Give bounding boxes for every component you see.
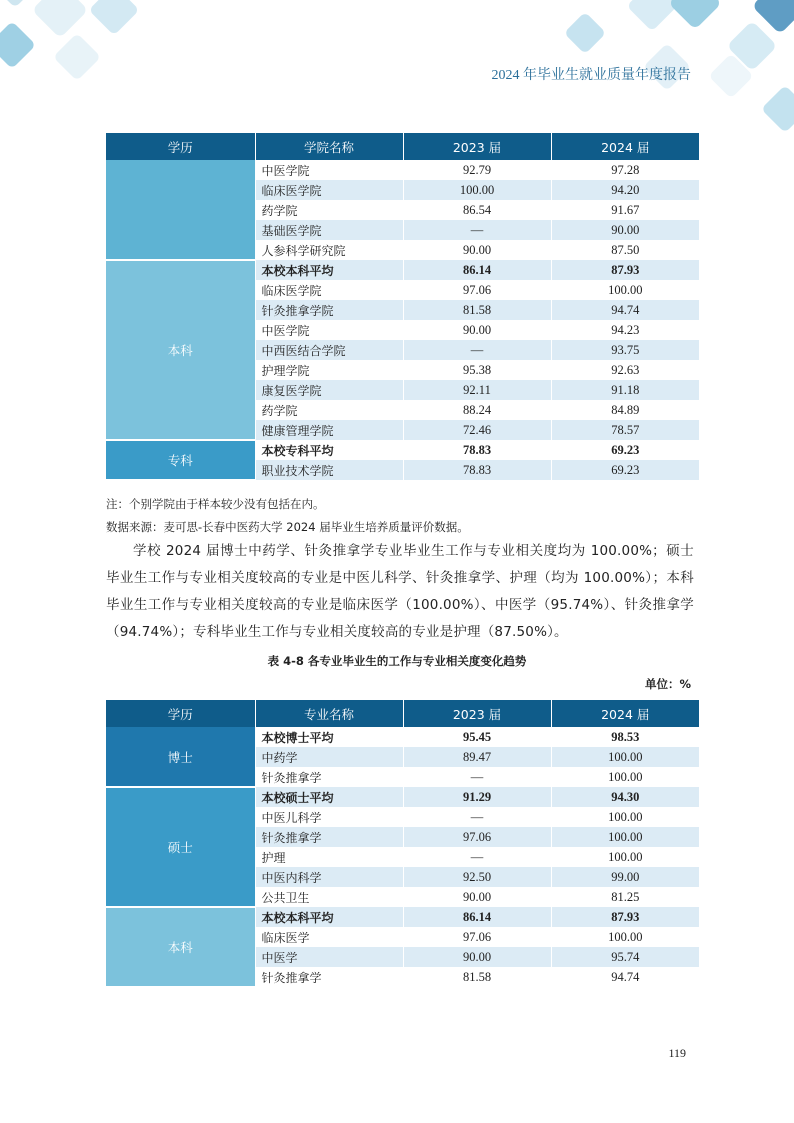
table-caption: 表 4-8 各专业毕业生的工作与专业相关度变化趋势	[267, 654, 527, 668]
col-header-education: 学历	[106, 700, 255, 727]
education-level-cell	[106, 160, 255, 260]
value-2024-cell: 94.74	[551, 300, 699, 320]
value-2023-cell: 97.06	[403, 280, 551, 300]
name-cell: 康复医学院	[255, 380, 403, 400]
name-cell: 针灸推拿学	[255, 767, 403, 787]
value-2023-cell: 90.00	[403, 240, 551, 260]
name-cell: 针灸推拿学	[255, 967, 403, 987]
name-cell: 护理	[255, 847, 403, 867]
value-2023-cell: 89.47	[403, 747, 551, 767]
value-2024-cell: 84.89	[551, 400, 699, 420]
table-row	[106, 160, 699, 180]
value-2023-cell: 100.00	[403, 180, 551, 200]
table-major-relevance	[106, 700, 699, 988]
value-2024-cell: 92.63	[551, 360, 699, 380]
value-2024-cell: 93.75	[551, 340, 699, 360]
value-2024-cell: 90.00	[551, 220, 699, 240]
value-2024-cell: 91.67	[551, 200, 699, 220]
name-cell: 中医内科学	[255, 867, 403, 887]
table-college-relevance	[106, 133, 699, 481]
value-2023-cell: —	[403, 340, 551, 360]
name-cell: 临床医学	[255, 927, 403, 947]
value-2024-cell: 100.00	[551, 927, 699, 947]
value-2024-cell: 97.28	[551, 160, 699, 180]
value-2024-cell: 69.23	[551, 460, 699, 480]
value-2024-cell: 100.00	[551, 280, 699, 300]
value-2023-cell: 90.00	[403, 320, 551, 340]
value-2024-cell: 98.53	[551, 727, 699, 747]
name-cell: 护理学院	[255, 360, 403, 380]
name-cell: 中医学	[255, 947, 403, 967]
education-level-cell: 本科	[106, 907, 255, 987]
value-2023-cell: 92.50	[403, 867, 551, 887]
education-level-cell: 硕士	[106, 787, 255, 907]
table-header-row	[106, 133, 699, 160]
value-2023-cell: 81.58	[403, 967, 551, 987]
value-2023-cell: 78.83	[403, 460, 551, 480]
value-2024-cell: 69.23	[551, 440, 699, 460]
table-row	[106, 727, 699, 747]
table-note: 注：个别学院由于样本较少没有包括在内。	[106, 497, 325, 511]
col-header-2024: 2024 届	[551, 133, 699, 160]
value-2024-cell: 87.93	[551, 260, 699, 280]
table-row	[106, 440, 699, 460]
table-row	[106, 787, 699, 807]
value-2024-cell: 100.00	[551, 747, 699, 767]
name-cell: 公共卫生	[255, 887, 403, 907]
name-cell: 健康管理学院	[255, 420, 403, 440]
value-2024-cell: 94.20	[551, 180, 699, 200]
table-row	[106, 260, 699, 280]
value-2024-cell: 99.00	[551, 867, 699, 887]
value-2023-cell: —	[403, 767, 551, 787]
value-2023-cell: 97.06	[403, 927, 551, 947]
name-cell: 职业技术学院	[255, 460, 403, 480]
name-cell: 中药学	[255, 747, 403, 767]
value-2024-cell: 87.50	[551, 240, 699, 260]
col-header-college: 学院名称	[255, 133, 403, 160]
value-2024-cell: 94.30	[551, 787, 699, 807]
value-2023-cell: 86.14	[403, 907, 551, 927]
value-2023-cell: 95.45	[403, 727, 551, 747]
value-2024-cell: 100.00	[551, 847, 699, 867]
data-source: 数据来源：麦可思-长春中医药大学 2024 届毕业生培养质量评价数据。	[106, 520, 469, 534]
value-2024-cell: 100.00	[551, 807, 699, 827]
table-header-row	[106, 700, 699, 727]
name-cell: 针灸推拿学院	[255, 300, 403, 320]
name-cell: 人参科学研究院	[255, 240, 403, 260]
value-2023-cell: 91.29	[403, 787, 551, 807]
name-cell: 本校专科平均	[255, 440, 403, 460]
col-header-2023: 2023 届	[403, 133, 551, 160]
name-cell: 中医儿科学	[255, 807, 403, 827]
value-2023-cell: —	[403, 847, 551, 867]
value-2024-cell: 87.93	[551, 907, 699, 927]
value-2024-cell: 94.23	[551, 320, 699, 340]
header-title: 2024 年毕业生就业质量年度报告	[491, 68, 691, 83]
col-header-major: 专业名称	[255, 700, 403, 727]
value-2023-cell: —	[403, 807, 551, 827]
name-cell: 中医学院	[255, 320, 403, 340]
value-2024-cell: 100.00	[551, 827, 699, 847]
value-2024-cell: 81.25	[551, 887, 699, 907]
col-header-education: 学历	[106, 133, 255, 160]
value-2023-cell: 97.06	[403, 827, 551, 847]
name-cell: 临床医学院	[255, 280, 403, 300]
value-2023-cell: 86.54	[403, 200, 551, 220]
value-2023-cell: 81.58	[403, 300, 551, 320]
name-cell: 针灸推拿学	[255, 827, 403, 847]
col-header-2024: 2024 届	[551, 700, 699, 727]
value-2024-cell: 100.00	[551, 767, 699, 787]
name-cell: 药学院	[255, 200, 403, 220]
value-2023-cell: 78.83	[403, 440, 551, 460]
name-cell: 基础医学院	[255, 220, 403, 240]
table-row	[106, 907, 699, 927]
page-number: 119	[668, 1046, 686, 1060]
name-cell: 本校本科平均	[255, 260, 403, 280]
value-2023-cell: 86.14	[403, 260, 551, 280]
value-2023-cell: 95.38	[403, 360, 551, 380]
name-cell: 中西医结合学院	[255, 340, 403, 360]
name-cell: 本校本科平均	[255, 907, 403, 927]
table-unit: 单位：%	[644, 677, 691, 691]
value-2023-cell: —	[403, 220, 551, 240]
value-2024-cell: 95.74	[551, 947, 699, 967]
body-paragraph: 学校 2024 届博士中药学、针灸推拿学专业毕业生工作与专业相关度均为 100.00%；硕士毕业生工作与专业相关度较高的专业是中医儿科学、针灸推拿学、护理（均为 100.00%）；本科毕业生工作与专业相关度较高的专业是临床医学（100.00%）、中医学（95.74%）、针灸推拿学（94.74%）；专科毕业生工作与专业相关度较高的专业是护理（87.50%）。	[106, 543, 694, 640]
name-cell: 药学院	[255, 400, 403, 420]
value-2023-cell: 92.79	[403, 160, 551, 180]
education-level-cell: 本科	[106, 260, 255, 440]
value-2024-cell: 91.18	[551, 380, 699, 400]
value-2023-cell: 90.00	[403, 947, 551, 967]
value-2023-cell: 90.00	[403, 887, 551, 907]
value-2023-cell: 88.24	[403, 400, 551, 420]
name-cell: 临床医学院	[255, 180, 403, 200]
education-level-cell: 博士	[106, 727, 255, 787]
value-2023-cell: 92.11	[403, 380, 551, 400]
education-level-cell: 专科	[106, 440, 255, 480]
value-2024-cell: 94.74	[551, 967, 699, 987]
name-cell: 中医学院	[255, 160, 403, 180]
value-2024-cell: 78.57	[551, 420, 699, 440]
name-cell: 本校硕士平均	[255, 787, 403, 807]
value-2023-cell: 72.46	[403, 420, 551, 440]
name-cell: 本校博士平均	[255, 727, 403, 747]
col-header-2023: 2023 届	[403, 700, 551, 727]
